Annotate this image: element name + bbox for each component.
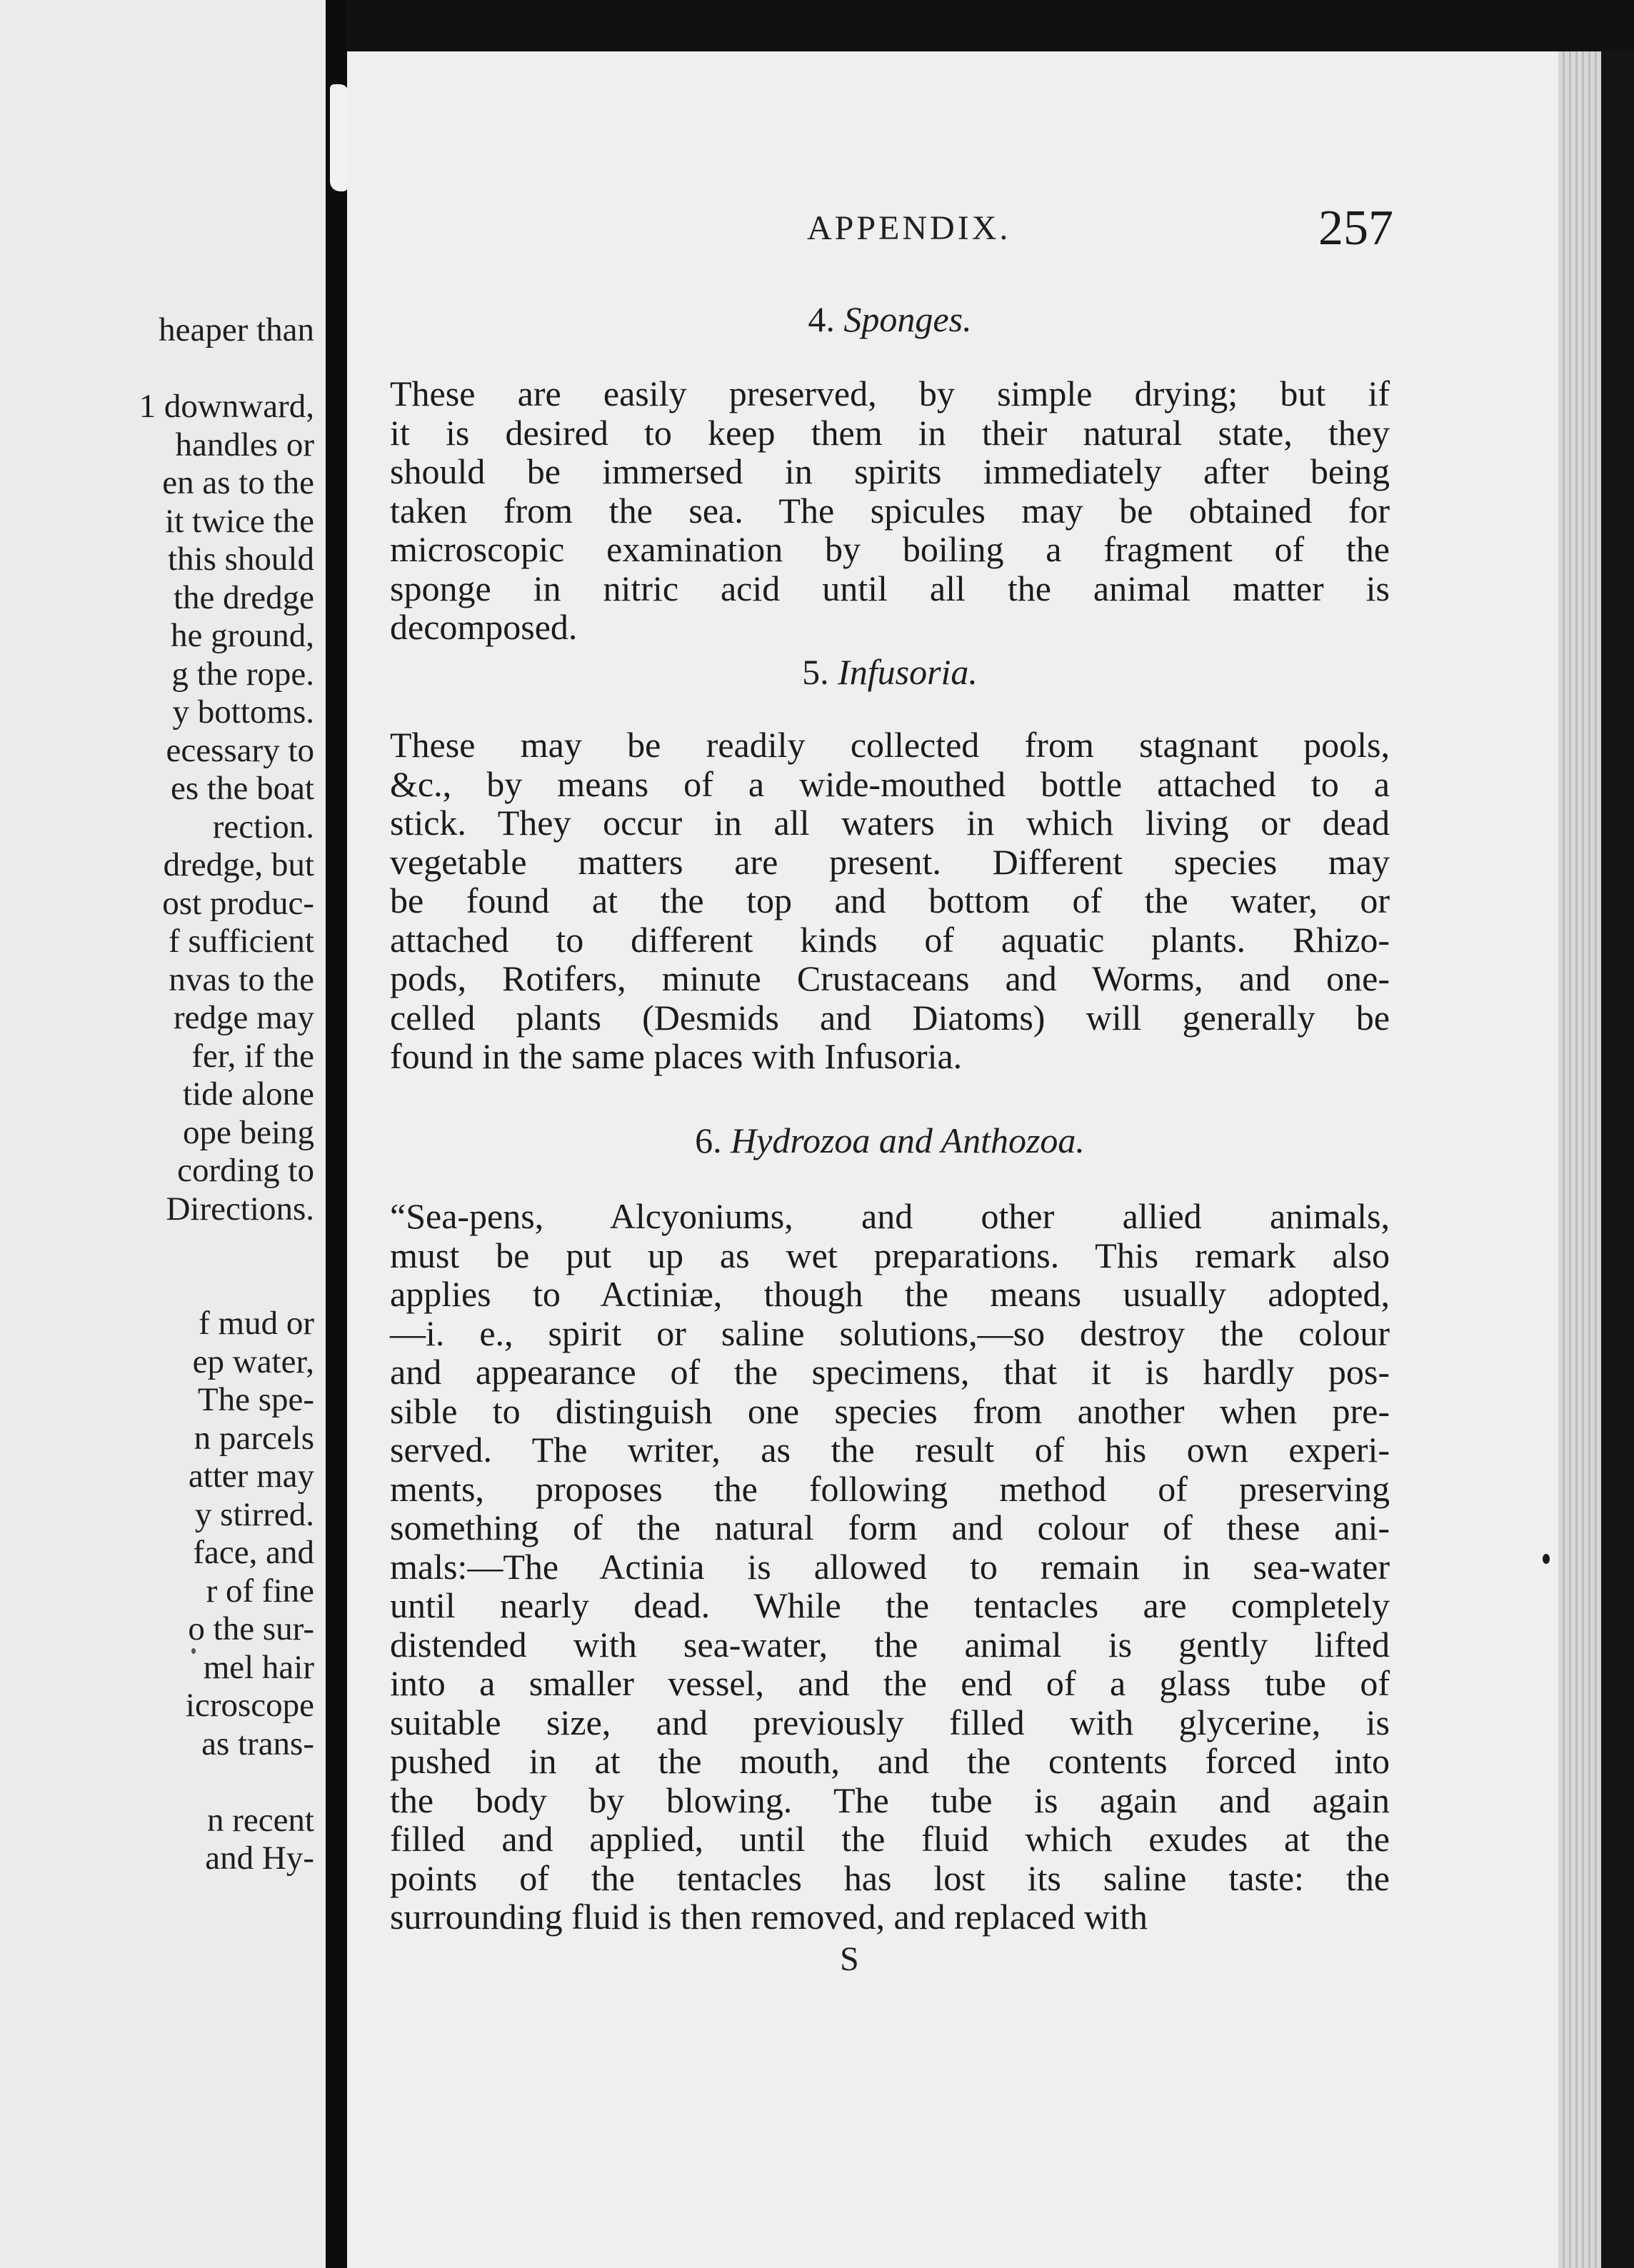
left-page-line: it twice the [165,502,314,540]
text-line: “Sea-pens, Alcyoniums, and other allied animals, [390,1196,1390,1236]
text-line: ments, proposes the following method of preserving [390,1468,1390,1509]
left-page-line: as trans- [201,1725,314,1762]
left-page-line: y stirred. [194,1495,314,1533]
paragraph-infusoria [390,726,1390,1076]
text-line: into a smaller vessel, and the end of a glass tube of [390,1663,1390,1703]
left-page-line: icroscope [185,1687,314,1724]
text-line: served. The writer, as the result of his own experi- [390,1430,1390,1470]
text-line: found in the same places with Infusoria. [390,1036,963,1076]
left-page-line: cording to [177,1152,314,1189]
left-page-line: ost produc- [162,884,314,922]
left-page-line: face, and [193,1534,314,1571]
text-line: until nearly dead. While the tentacles are completely [390,1585,1390,1625]
left-page-line: en as to the [162,464,314,501]
running-head: APPENDIX. [807,209,1011,247]
paper-tear [330,84,349,191]
left-page-line: fer, if the [191,1037,314,1075]
left-page-line: and Hy- [205,1840,314,1877]
left-page-line: r of fine [206,1572,314,1610]
left-page-line: dredge, but [163,846,314,883]
left-page-line: heaper than [159,311,314,348]
ink-speck [1543,1554,1550,1564]
left-page-line: redge may [173,999,314,1036]
text-line: taken from the sea. The spicules may be obtained for [390,490,1390,531]
heading-title: Infusoria. [838,652,978,692]
left-page-line: ep water, [192,1343,314,1380]
text-line: something of the natural form and colour of these ani- [390,1507,1390,1547]
text-line: &c., by means of a wide-mouthed bottle attached to a [390,763,1390,804]
text-line: —i. e., spirit or saline solutions,—so destroy the colour [390,1313,1390,1353]
left-page-line: ecessary to [166,731,314,769]
text-line: points of the tentacles has lost its saline taste: the [390,1857,1390,1898]
left-page-line: this should [167,541,314,578]
left-page-line: n parcels [194,1419,314,1457]
text-line: filled and applied, until the fluid which exudes at the [390,1819,1390,1859]
left-page-line: o the sur- [188,1610,314,1647]
text-line: and appearance of the specimens, that it is hardly pos- [390,1352,1390,1392]
page-number: 257 [1318,201,1393,256]
heading-number: 6. [695,1120,722,1160]
left-page-line: he ground, [170,617,314,654]
left-page-line: atter may [188,1457,314,1495]
paragraph-hydrozoa [390,1197,1390,1937]
left-page-line: handles or [175,426,314,463]
text-line: surrounding fluid is then removed, and replaced with [390,1897,1148,1937]
left-page-line: 1 downward, [139,388,314,425]
section-heading-sponges [390,298,1390,340]
heading-title: Sponges. [843,299,972,339]
text-line: These are easily preserved, by simple drying; but if [390,373,1390,413]
right-shadow [1601,51,1634,2268]
text-line: the body by blowing. The tube is again and again [390,1780,1390,1820]
text-line: microscopic examination by boiling a fragment of the [390,529,1390,569]
left-page-line: y bottoms. [172,693,314,731]
left-page-line: es the boat [171,770,314,807]
left-page-line: tide alone [182,1075,314,1113]
text-line: pushed in at the mouth, and the contents forced into [390,1741,1390,1781]
left-page-line: Directions. [166,1190,314,1228]
heading-title: Hydrozoa and Anthozoa. [731,1120,1085,1160]
text-line: must be put up as wet preparations. This remark also [390,1235,1390,1275]
left-page-line: rection. [212,808,314,846]
section-heading-hydrozoa [390,1120,1390,1161]
left-page-line: n recent [206,1801,314,1839]
heading-number: 4. [808,299,835,339]
text-line: applies to Actiniæ, though the means usually adopted, [390,1274,1390,1314]
left-page-line: f sufficient [168,923,314,960]
left-page-line: the dredge [173,578,314,616]
left-page [0,0,326,2268]
text-line: pods, Rotifers, minute Crustaceans and Worms, and one- [390,958,1390,998]
text-line: be found at the top and bottom of the water, or [390,880,1390,920]
text-line: mals:—The Actinia is allowed to remain in sea-water [390,1546,1390,1587]
paragraph-sponges [390,374,1390,647]
heading-number: 5. [802,652,829,692]
text-line: suitable size, and previously filled with glycerine, is [390,1702,1390,1742]
left-page-line: mel hair [203,1648,314,1686]
text-line: vegetable matters are present. Different species may [390,841,1390,882]
text-line: These may be readily collected from stagnant pools, [390,725,1390,765]
section-heading-infusoria [390,651,1390,693]
text-line: celled plants (Desmids and Diatoms) will generally be [390,997,1390,1038]
book-gutter [326,0,347,2268]
text-line: decomposed. [390,607,578,647]
text-line: distended with sea-water, the animal is gently lifted [390,1624,1390,1665]
left-page-line: nvas to the [169,960,314,998]
left-page-line: The spe- [197,1381,314,1418]
text-line: stick. They occur in all waters in which living or dead [390,803,1390,843]
ink-speck [191,1648,196,1654]
text-line: it is desired to keep them in their natural state, they [390,412,1390,453]
text-line: sible to distinguish one species from another when pre- [390,1390,1390,1431]
left-page-line: ope being [182,1113,314,1151]
page-edges [1558,51,1601,2268]
left-page-line: f mud or [199,1305,314,1342]
left-page-line: g the rope. [171,655,314,693]
signature-mark: S [840,1940,859,1978]
text-line: should be immersed in spirits immediately after being [390,451,1390,491]
text-line: sponge in nitric acid until all the animal matter is [390,568,1390,608]
text-line: attached to different kinds of aquatic plants. Rhizo- [390,919,1390,960]
